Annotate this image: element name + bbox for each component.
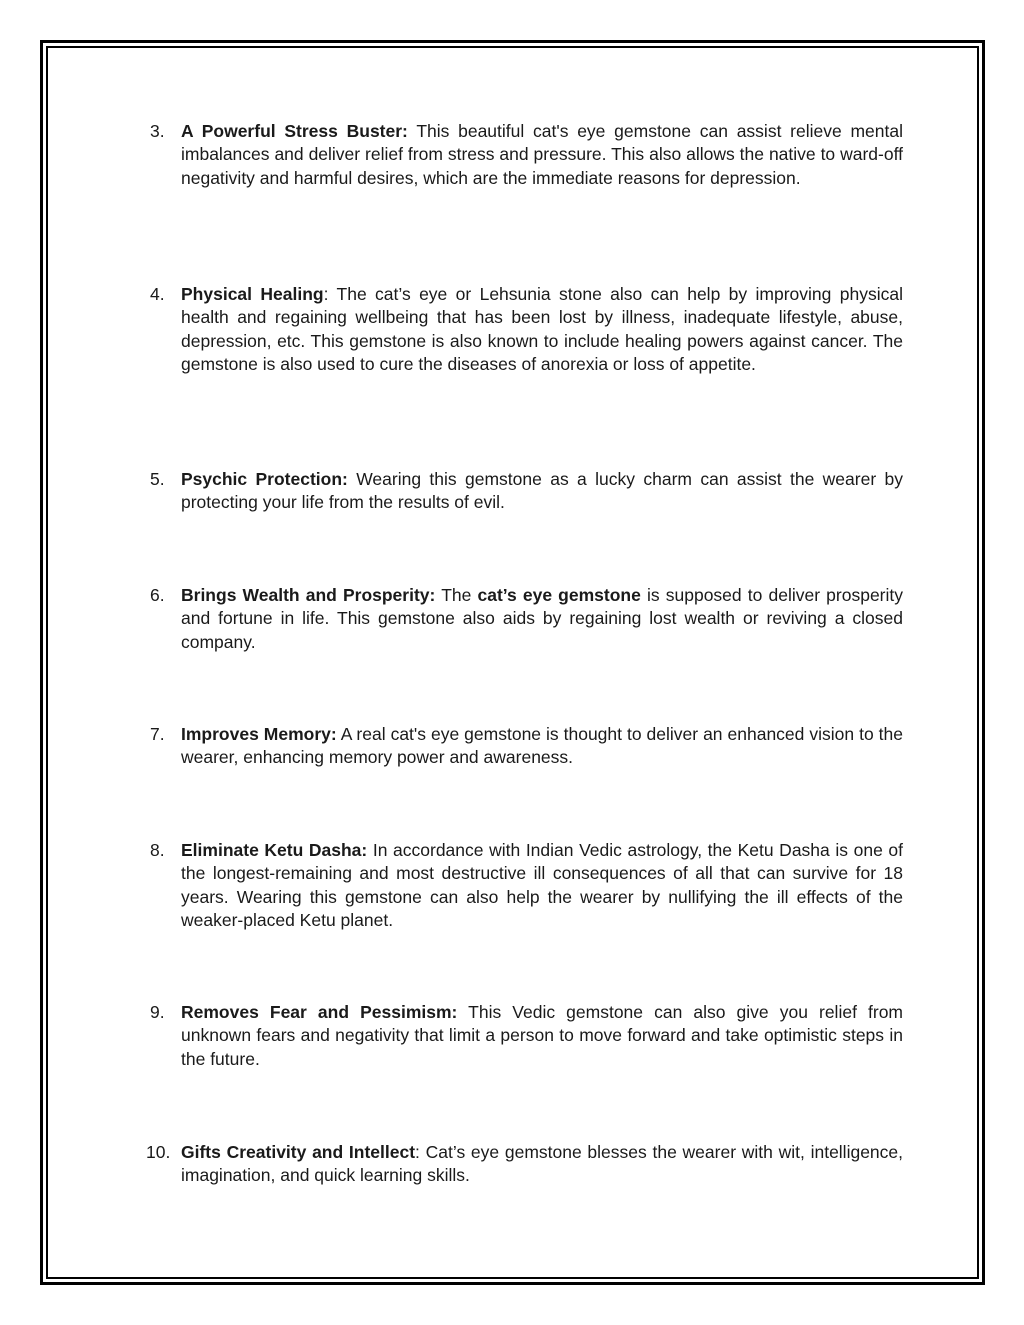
item-title: Physical Healing (181, 284, 324, 304)
list-item-9 (146, 1001, 903, 1071)
item-number: 4. (150, 284, 165, 304)
item-text: Brings Wealth and Prosperity: The cat’s eye gemstone is supposed to deliver prosperity and fortune in life. This gemstone also aids by regaining lost wealth or reviving a closed company. (181, 585, 904, 652)
item-number: 6. (150, 585, 165, 605)
list-item-4 (146, 283, 903, 376)
item-title: Improves Memory: (181, 724, 337, 744)
item-number: 5. (150, 469, 165, 489)
item-body: This Vedic gemstone can also give you relief from unknown fears and negativity that limit a person to move forward and take optimistic steps in the future. (181, 1002, 904, 1069)
list-item-10 (146, 1141, 903, 1188)
item-title: Brings Wealth and Prosperity: (181, 585, 436, 605)
item-title: Psychic Protection: (181, 469, 348, 489)
item-body-highlight: cat’s eye gemstone (477, 585, 641, 605)
list-item-8 (146, 839, 903, 932)
list-item-7 (146, 723, 903, 770)
item-body: A real cat's eye gemstone is thought to deliver an enhanced vision to the wearer, enhancing memory power and awareness. (181, 724, 903, 768)
item-body: The cat’s eye or Lehsunia stone also can help by improving physical health and regaining wellbeing that has been lost by illness, inadequate lifestyle, abuse, depression, etc. This gemstone is also known to include healing powers against cancer. The gemstone is also used to cure the diseases of anorexia or loss of appetite. (181, 284, 903, 374)
page-border-inner (46, 46, 979, 1279)
item-text (181, 468, 903, 515)
item-text (181, 1001, 903, 1071)
item-text: Gifts Creativity and Intellect: Cat’s eye gemstone blesses the wearer with wit, intelligence, imagination, and quick learning skills. (181, 1142, 904, 1186)
item-body: In accordance with Indian Vedic astrology, the Ketu Dasha is one of the longest-remaining and most destructive ill consequences of all that can survive for 18 years. Wearing this gemstone can also help the wearer by nullifying the ill effects of the weaker-placed Ketu planet. (181, 840, 903, 930)
item-number: 9. (150, 1002, 165, 1022)
item-text: Physical Healing: The cat’s eye or Lehsunia stone also can help by improving physical health and regaining wellbeing that has been lost by illness, inadequate lifestyle, abuse, depression, etc. This gemstone is also known to include healing powers against cancer. The gemstone is also used to cure the diseases of anorexia or loss of appetite. (181, 284, 903, 374)
item-number: 8. (150, 840, 165, 860)
item-number: 3. (150, 121, 165, 141)
item-number: 7. (150, 724, 165, 744)
list-item-6 (146, 584, 903, 654)
item-title: A Powerful Stress Buster: (181, 121, 408, 141)
item-body: Cat’s eye gemstone blesses the wearer with wit, intelligence, imagination, and quick learning skills. (181, 1142, 904, 1186)
list-item-5 (146, 468, 903, 515)
item-body: Wearing this gemstone as a lucky charm can assist the wearer by protecting your life from the results of evil. (181, 469, 903, 513)
item-title: Removes Fear and Pessimism: (181, 1002, 458, 1022)
item-title: Eliminate Ketu Dasha: (181, 840, 368, 860)
item-number: 10. (146, 1142, 171, 1162)
list-item-3 (146, 120, 903, 190)
item-body: This beautiful cat's eye gemstone can assist relieve mental imbalances and deliver relief from stress and pressure. This also allows the native to ward-off negativity and harmful desires, which are the immediate reasons for depression. (181, 121, 903, 188)
item-text (181, 120, 903, 190)
item-title: Gifts Creativity and Intellect (181, 1142, 416, 1162)
item-text (181, 839, 903, 932)
item-text (181, 723, 903, 770)
